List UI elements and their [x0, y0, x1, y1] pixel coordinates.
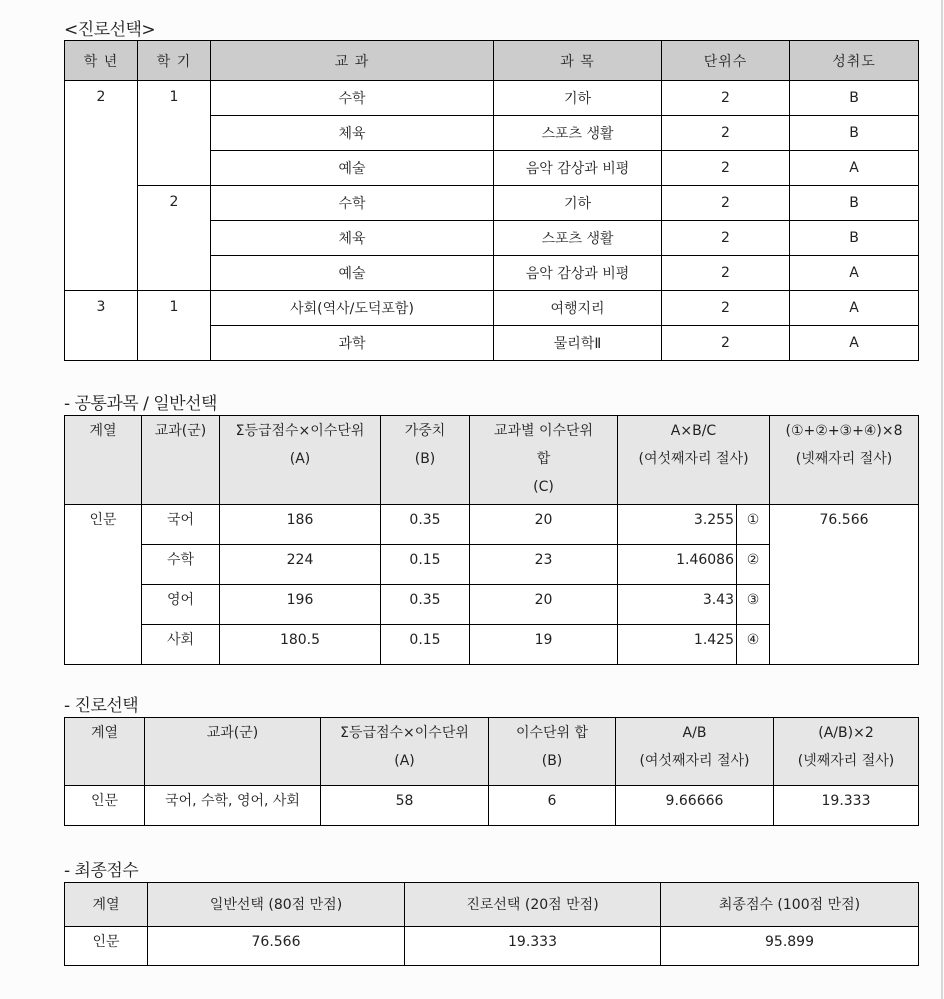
page-edge	[941, 0, 943, 999]
c-cell: 20	[470, 585, 618, 625]
general-section-title: - 공통과목 / 일반선택	[64, 394, 217, 414]
header-track: 계열	[65, 718, 145, 786]
subject-cell: 여행지리	[494, 291, 662, 326]
a-cell: 180.5	[220, 625, 381, 665]
c-cell: 20	[470, 505, 618, 545]
header-track: 계열	[65, 416, 142, 505]
subject-group-cell: 수학	[211, 81, 494, 116]
header-career: 진로선택 (20점 만점)	[405, 883, 661, 927]
subject-group-cell: 과학	[211, 326, 494, 361]
achievement-cell: A	[790, 151, 919, 186]
achievement-cell: B	[790, 186, 919, 221]
abc-cell: 1.46086	[618, 545, 737, 585]
header-track: 계열	[65, 883, 148, 927]
units-cell: 2	[662, 116, 790, 151]
subject-group-cell: 예술	[211, 256, 494, 291]
table-header-row	[65, 416, 919, 505]
c-cell: 19	[470, 625, 618, 665]
header-semester: 학 기	[138, 41, 211, 81]
header-subject-group: 교 과	[211, 41, 494, 81]
header-a: Σ등급점수×이수단위 (A)	[321, 718, 489, 786]
subject-group-cell: 국어, 수학, 영어, 사회	[145, 786, 321, 826]
a-cell: 224	[220, 545, 381, 585]
abc-cell: 3.255	[618, 505, 737, 545]
marker-cell: ①	[737, 505, 770, 545]
units-cell: 2	[662, 221, 790, 256]
achievement-cell: A	[790, 256, 919, 291]
units-cell: 2	[662, 291, 790, 326]
semester-cell: 1	[138, 291, 211, 361]
units-cell: 2	[662, 256, 790, 291]
subject-cell: 기하	[494, 81, 662, 116]
table-row	[65, 505, 919, 545]
header-abc: A×B/C (여섯째자리 절사)	[618, 416, 770, 505]
achievement-cell: B	[790, 81, 919, 116]
marker-cell: ②	[737, 545, 770, 585]
subject-group-cell: 예술	[211, 151, 494, 186]
b-cell: 0.15	[381, 545, 470, 585]
grade-cell: 3	[65, 291, 138, 361]
header-grade: 학 년	[65, 41, 138, 81]
table-row	[65, 81, 919, 116]
table-row	[65, 786, 919, 826]
career-score-cell: 19.333	[405, 927, 661, 966]
header-sum: (①+②+③+④)×8 (넷째자리 절사)	[770, 416, 919, 505]
table-header-row	[65, 41, 919, 81]
achievement-cell: B	[790, 221, 919, 256]
subject-cell: 기하	[494, 186, 662, 221]
subject-cell: 스포츠 생활	[494, 221, 662, 256]
table-row	[65, 927, 919, 966]
table-header-row	[65, 883, 919, 927]
subject-cell: 음악 감상과 비평	[494, 256, 662, 291]
table-row	[65, 186, 919, 221]
subject-group-cell: 사회(역사/도덕포함)	[211, 291, 494, 326]
final-table	[64, 882, 919, 966]
a-cell: 196	[220, 585, 381, 625]
header-final: 최종점수 (100점 만점)	[661, 883, 919, 927]
subject-group-cell: 수학	[142, 545, 220, 585]
abc-cell: 3.43	[618, 585, 737, 625]
final-score-cell: 95.899	[661, 927, 919, 966]
subject-group-cell: 영어	[142, 585, 220, 625]
grade-cell: 2	[65, 81, 138, 291]
subject-group-cell: 체육	[211, 221, 494, 256]
semester-cell: 2	[138, 186, 211, 291]
a-cell: 186	[220, 505, 381, 545]
total-cell: 76.566	[770, 505, 919, 665]
career-section-title: - 진로선택	[64, 696, 139, 716]
table-header-row	[65, 718, 919, 786]
course-table	[64, 40, 919, 361]
b-cell: 0.35	[381, 585, 470, 625]
header-achievement: 성취도	[790, 41, 919, 81]
b-cell: 0.35	[381, 505, 470, 545]
header-subject-group: 교과(군)	[145, 718, 321, 786]
semester-cell: 1	[138, 81, 211, 186]
achievement-cell: A	[790, 326, 919, 361]
general-score-cell: 76.566	[148, 927, 405, 966]
achievement-cell: A	[790, 291, 919, 326]
course-section-title: <진로선택>	[64, 20, 156, 40]
units-cell: 2	[662, 81, 790, 116]
achievement-cell: B	[790, 116, 919, 151]
subject-group-cell: 사회	[142, 625, 220, 665]
header-ab2: (A/B)×2 (넷째자리 절사)	[774, 718, 919, 786]
a-cell: 58	[321, 786, 489, 826]
b-cell: 6	[489, 786, 616, 826]
header-a: Σ등급점수×이수단위 (A)	[220, 416, 381, 505]
b-cell: 0.15	[381, 625, 470, 665]
ab-cell: 9.66666	[616, 786, 774, 826]
track-cell: 인문	[65, 927, 148, 966]
header-general: 일반선택 (80점 만점)	[148, 883, 405, 927]
track-cell: 인문	[65, 786, 145, 826]
units-cell: 2	[662, 151, 790, 186]
subject-cell: 물리학Ⅱ	[494, 326, 662, 361]
header-ab: A/B (여섯째자리 절사)	[616, 718, 774, 786]
ab2-cell: 19.333	[774, 786, 919, 826]
marker-cell: ④	[737, 625, 770, 665]
track-cell: 인문	[65, 505, 142, 665]
units-cell: 2	[662, 326, 790, 361]
career-table	[64, 717, 919, 826]
header-units: 단위수	[662, 41, 790, 81]
final-section-title: - 최종점수	[64, 861, 139, 881]
subject-cell: 음악 감상과 비평	[494, 151, 662, 186]
marker-cell: ③	[737, 585, 770, 625]
header-subject: 과 목	[494, 41, 662, 81]
general-table	[64, 415, 919, 665]
subject-group-cell: 수학	[211, 186, 494, 221]
subject-group-cell: 국어	[142, 505, 220, 545]
header-subject-group: 교과(군)	[142, 416, 220, 505]
header-b: 이수단위 합 (B)	[489, 718, 616, 786]
table-row	[65, 291, 919, 326]
header-c: 교과별 이수단위 합 (C)	[470, 416, 618, 505]
header-b: 가중치 (B)	[381, 416, 470, 505]
subject-cell: 스포츠 생활	[494, 116, 662, 151]
units-cell: 2	[662, 186, 790, 221]
abc-cell: 1.425	[618, 625, 737, 665]
subject-group-cell: 체육	[211, 116, 494, 151]
c-cell: 23	[470, 545, 618, 585]
